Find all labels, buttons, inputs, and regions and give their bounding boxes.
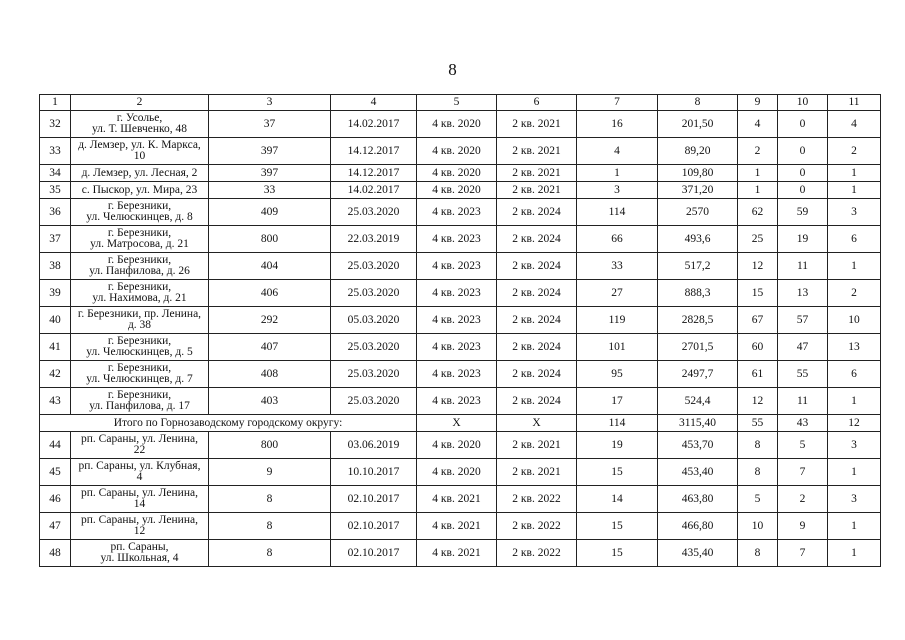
row-number: 38 (40, 253, 71, 280)
cell-c3: 292 (209, 307, 331, 334)
row-number: 44 (40, 432, 71, 459)
address-line-2: 12 (133, 525, 146, 537)
cell-c3: 407 (209, 334, 331, 361)
address-line-2: ул. Нахимова, д. 21 (92, 292, 187, 304)
cell-c4: 25.03.2020 (331, 388, 417, 415)
row-number: 43 (40, 388, 71, 415)
address-cell (71, 540, 209, 567)
cell-c7: 14 (577, 486, 658, 513)
cell-c7: 15 (577, 459, 658, 486)
total-c9: 55 (738, 415, 778, 432)
cell-c4: 03.06.2019 (331, 432, 417, 459)
cell-c5: 4 кв. 2020 (417, 182, 497, 199)
cell-c6: 2 кв. 2022 (497, 540, 577, 567)
column-header: 6 (497, 95, 577, 111)
page-number: 8 (448, 60, 457, 79)
cell-c9: 1 (738, 165, 778, 182)
address-cell (71, 199, 209, 226)
column-header: 7 (577, 95, 658, 111)
cell-c9: 61 (738, 361, 778, 388)
cell-c5: 4 кв. 2021 (417, 486, 497, 513)
cell-c9: 8 (738, 540, 778, 567)
address-line-1: г. Березники, (107, 200, 172, 212)
cell-c6: 2 кв. 2022 (497, 513, 577, 540)
cell-c11: 10 (828, 307, 881, 334)
cell-c3: 8 (209, 540, 331, 567)
address-line-1: рп. Сараны, ул. Ленина, (81, 514, 198, 526)
address-cell (71, 138, 209, 165)
table-row (40, 182, 881, 199)
cell-c8: 201,50 (658, 111, 738, 138)
table-row (40, 111, 881, 138)
cell-c9: 10 (738, 513, 778, 540)
cell-c4: 25.03.2020 (331, 199, 417, 226)
total-row (40, 415, 881, 432)
address-line-1: д. Лемзер, ул. К. Маркса, (78, 139, 201, 151)
cell-c6: 2 кв. 2024 (497, 361, 577, 388)
cell-c10: 0 (778, 111, 828, 138)
cell-c5: 4 кв. 2023 (417, 361, 497, 388)
address-line-1: г. Березники, (107, 362, 172, 374)
cell-c11: 1 (828, 513, 881, 540)
cell-c3: 403 (209, 388, 331, 415)
row-number: 45 (40, 459, 71, 486)
cell-c11: 13 (828, 334, 881, 361)
cell-c3: 800 (209, 432, 331, 459)
cell-c4: 10.10.2017 (331, 459, 417, 486)
cell-c8: 453,40 (658, 459, 738, 486)
address-cell (71, 361, 209, 388)
address-line-2: 14 (133, 498, 146, 510)
cell-c4: 14.02.2017 (331, 182, 417, 199)
address-line-1: рп. Сараны, (110, 541, 169, 553)
cell-c9: 62 (738, 199, 778, 226)
address-cell (71, 459, 209, 486)
row-number: 40 (40, 307, 71, 334)
address-line-2: ул. Панфилова, д. 17 (89, 400, 190, 412)
cell-c8: 888,3 (658, 280, 738, 307)
cell-c9: 25 (738, 226, 778, 253)
cell-c6: 2 кв. 2021 (497, 182, 577, 199)
total-label: Итого по Горнозаводскому городскому округу: (40, 415, 417, 432)
address-line-1: г. Березники, пр. Ленина, (77, 308, 202, 320)
cell-c9: 67 (738, 307, 778, 334)
cell-c10: 55 (778, 361, 828, 388)
cell-c11: 3 (828, 486, 881, 513)
cell-c10: 13 (778, 280, 828, 307)
cell-c11: 6 (828, 226, 881, 253)
cell-c7: 95 (577, 361, 658, 388)
table-row (40, 540, 881, 567)
cell-c7: 4 (577, 138, 658, 165)
address-line-1: г. Березники, (107, 227, 172, 239)
cell-c8: 109,80 (658, 165, 738, 182)
cell-c8: 453,70 (658, 432, 738, 459)
address-line-1: г. Березники, (107, 281, 172, 293)
cell-c4: 14.12.2017 (331, 138, 417, 165)
cell-c11: 3 (828, 432, 881, 459)
cell-c10: 47 (778, 334, 828, 361)
cell-c7: 33 (577, 253, 658, 280)
address-line-2: 22 (133, 444, 146, 456)
cell-c10: 0 (778, 182, 828, 199)
address-cell (71, 226, 209, 253)
cell-c7: 19 (577, 432, 658, 459)
cell-c6: 2 кв. 2021 (497, 111, 577, 138)
cell-c7: 1 (577, 165, 658, 182)
column-header: 4 (331, 95, 417, 111)
row-number: 41 (40, 334, 71, 361)
cell-c5: 4 кв. 2023 (417, 334, 497, 361)
table-row (40, 459, 881, 486)
cell-c10: 11 (778, 253, 828, 280)
cell-c4: 25.03.2020 (331, 253, 417, 280)
address-line-1: г. Березники, (107, 335, 172, 347)
address-line-2: ул. Т. Шевченко, 48 (91, 123, 188, 135)
cell-c10: 7 (778, 540, 828, 567)
cell-c9: 12 (738, 253, 778, 280)
cell-c5: 4 кв. 2021 (417, 513, 497, 540)
address-line-2: д. 38 (127, 319, 152, 331)
address-line-2: ул. Школьная, 4 (100, 552, 179, 564)
table-row (40, 280, 881, 307)
cell-c9: 60 (738, 334, 778, 361)
address-cell (71, 253, 209, 280)
address-cell (71, 486, 209, 513)
address-cell (71, 513, 209, 540)
cell-c6: 2 кв. 2024 (497, 226, 577, 253)
cell-c7: 27 (577, 280, 658, 307)
table-row (40, 253, 881, 280)
address-cell (71, 388, 209, 415)
cell-c10: 9 (778, 513, 828, 540)
cell-c6: 2 кв. 2024 (497, 388, 577, 415)
table-row (40, 361, 881, 388)
cell-c6: 2 кв. 2024 (497, 280, 577, 307)
table-row (40, 199, 881, 226)
cell-c8: 371,20 (658, 182, 738, 199)
total-c7: 114 (577, 415, 658, 432)
registry-table (39, 94, 881, 567)
row-number: 46 (40, 486, 71, 513)
cell-c8: 463,80 (658, 486, 738, 513)
address-line-2: ул. Челюскинцев, д. 8 (86, 211, 193, 223)
table-row (40, 432, 881, 459)
table-row (40, 226, 881, 253)
cell-c6: 2 кв. 2024 (497, 199, 577, 226)
cell-c7: 16 (577, 111, 658, 138)
address-line-2: ул. Челюскинцев, д. 7 (86, 373, 193, 385)
address-line-2: ул. Панфилова, д. 26 (89, 265, 190, 277)
cell-c4: 02.10.2017 (331, 486, 417, 513)
address-line-2: 10 (133, 150, 146, 162)
address-line-2: ул. Матросова, д. 21 (90, 238, 189, 250)
cell-c3: 397 (209, 138, 331, 165)
cell-c4: 02.10.2017 (331, 513, 417, 540)
cell-c10: 11 (778, 388, 828, 415)
address-line-1: рп. Сараны, ул. Ленина, (81, 433, 198, 445)
cell-c9: 8 (738, 459, 778, 486)
cell-c8: 2828,5 (658, 307, 738, 334)
cell-c11: 6 (828, 361, 881, 388)
address-line-1: д. Лемзер, ул. Лесная, 2 (81, 166, 198, 179)
cell-c5: 4 кв. 2020 (417, 138, 497, 165)
total-c8: 3115,40 (658, 415, 738, 432)
cell-c4: 25.03.2020 (331, 361, 417, 388)
row-number: 42 (40, 361, 71, 388)
cell-c7: 3 (577, 182, 658, 199)
address-line-1: рп. Сараны, ул. Ленина, (81, 487, 198, 499)
column-header: 10 (778, 95, 828, 111)
cell-c7: 17 (577, 388, 658, 415)
cell-c8: 493,6 (658, 226, 738, 253)
cell-c3: 9 (209, 459, 331, 486)
table-row (40, 388, 881, 415)
address-line-1: с. Пыскор, ул. Мира, 23 (81, 183, 198, 196)
cell-c5: 4 кв. 2023 (417, 226, 497, 253)
cell-c11: 2 (828, 138, 881, 165)
cell-c8: 466,80 (658, 513, 738, 540)
cell-c9: 4 (738, 111, 778, 138)
cell-c3: 800 (209, 226, 331, 253)
cell-c3: 37 (209, 111, 331, 138)
cell-c11: 2 (828, 280, 881, 307)
cell-c4: 02.10.2017 (331, 540, 417, 567)
column-header: 11 (828, 95, 881, 111)
cell-c5: 4 кв. 2020 (417, 111, 497, 138)
cell-c10: 0 (778, 165, 828, 182)
cell-c5: 4 кв. 2020 (417, 165, 497, 182)
cell-c6: 2 кв. 2024 (497, 307, 577, 334)
cell-c3: 408 (209, 361, 331, 388)
table-row (40, 138, 881, 165)
address-line-1: г. Березники, (107, 254, 172, 266)
cell-c5: 4 кв. 2023 (417, 253, 497, 280)
cell-c4: 25.03.2020 (331, 334, 417, 361)
column-header: 2 (71, 95, 209, 111)
cell-c6: 2 кв. 2022 (497, 486, 577, 513)
row-number: 32 (40, 111, 71, 138)
address-line-1: г. Усолье, (116, 112, 163, 124)
table-row (40, 486, 881, 513)
cell-c7: 119 (577, 307, 658, 334)
row-number: 47 (40, 513, 71, 540)
header-row (40, 95, 881, 111)
cell-c3: 406 (209, 280, 331, 307)
column-header: 8 (658, 95, 738, 111)
cell-c10: 5 (778, 432, 828, 459)
table-row (40, 334, 881, 361)
address-line-1: рп. Сараны, ул. Клубная, (78, 460, 201, 472)
cell-c5: 4 кв. 2023 (417, 199, 497, 226)
address-line-2: 4 (136, 471, 143, 483)
cell-c9: 5 (738, 486, 778, 513)
table-row (40, 513, 881, 540)
total-c6: Х (497, 415, 577, 432)
table-row (40, 165, 881, 182)
table-row (40, 307, 881, 334)
cell-c3: 404 (209, 253, 331, 280)
address-cell (71, 165, 209, 182)
address-cell (71, 182, 209, 199)
address-cell (71, 280, 209, 307)
cell-c5: 4 кв. 2023 (417, 280, 497, 307)
total-c11: 12 (828, 415, 881, 432)
cell-c11: 1 (828, 459, 881, 486)
cell-c6: 2 кв. 2021 (497, 165, 577, 182)
cell-c3: 33 (209, 182, 331, 199)
total-c10: 43 (778, 415, 828, 432)
cell-c6: 2 кв. 2021 (497, 459, 577, 486)
column-header: 3 (209, 95, 331, 111)
cell-c6: 2 кв. 2021 (497, 138, 577, 165)
cell-c6: 2 кв. 2024 (497, 253, 577, 280)
cell-c10: 0 (778, 138, 828, 165)
cell-c6: 2 кв. 2024 (497, 334, 577, 361)
cell-c4: 05.03.2020 (331, 307, 417, 334)
cell-c8: 89,20 (658, 138, 738, 165)
cell-c8: 524,4 (658, 388, 738, 415)
row-number: 36 (40, 199, 71, 226)
cell-c9: 2 (738, 138, 778, 165)
column-header: 1 (40, 95, 71, 111)
cell-c9: 12 (738, 388, 778, 415)
cell-c9: 8 (738, 432, 778, 459)
cell-c4: 14.12.2017 (331, 165, 417, 182)
cell-c3: 397 (209, 165, 331, 182)
cell-c9: 15 (738, 280, 778, 307)
total-c5: Х (417, 415, 497, 432)
cell-c11: 1 (828, 182, 881, 199)
cell-c11: 1 (828, 388, 881, 415)
cell-c4: 14.02.2017 (331, 111, 417, 138)
column-header: 9 (738, 95, 778, 111)
row-number: 37 (40, 226, 71, 253)
row-number: 33 (40, 138, 71, 165)
cell-c9: 1 (738, 182, 778, 199)
cell-c10: 2 (778, 486, 828, 513)
column-header: 5 (417, 95, 497, 111)
cell-c7: 15 (577, 513, 658, 540)
cell-c11: 1 (828, 540, 881, 567)
row-number: 34 (40, 165, 71, 182)
cell-c5: 4 кв. 2020 (417, 459, 497, 486)
cell-c8: 2570 (658, 199, 738, 226)
cell-c11: 4 (828, 111, 881, 138)
cell-c5: 4 кв. 2023 (417, 307, 497, 334)
cell-c7: 66 (577, 226, 658, 253)
cell-c7: 101 (577, 334, 658, 361)
row-number: 39 (40, 280, 71, 307)
address-cell (71, 307, 209, 334)
cell-c11: 1 (828, 253, 881, 280)
address-cell (71, 432, 209, 459)
cell-c8: 517,2 (658, 253, 738, 280)
cell-c11: 1 (828, 165, 881, 182)
cell-c8: 435,40 (658, 540, 738, 567)
cell-c3: 409 (209, 199, 331, 226)
address-line-1: г. Березники, (107, 389, 172, 401)
cell-c6: 2 кв. 2021 (497, 432, 577, 459)
cell-c10: 19 (778, 226, 828, 253)
cell-c3: 8 (209, 486, 331, 513)
cell-c10: 59 (778, 199, 828, 226)
row-number: 48 (40, 540, 71, 567)
cell-c7: 114 (577, 199, 658, 226)
cell-c5: 4 кв. 2021 (417, 540, 497, 567)
cell-c5: 4 кв. 2023 (417, 388, 497, 415)
cell-c4: 22.03.2019 (331, 226, 417, 253)
cell-c8: 2701,5 (658, 334, 738, 361)
address-cell (71, 334, 209, 361)
cell-c3: 8 (209, 513, 331, 540)
cell-c11: 3 (828, 199, 881, 226)
cell-c10: 57 (778, 307, 828, 334)
cell-c4: 25.03.2020 (331, 280, 417, 307)
address-cell (71, 111, 209, 138)
cell-c7: 15 (577, 540, 658, 567)
address-line-2: ул. Челюскинцев, д. 5 (86, 346, 193, 358)
row-number: 35 (40, 182, 71, 199)
cell-c10: 7 (778, 459, 828, 486)
cell-c8: 2497,7 (658, 361, 738, 388)
cell-c5: 4 кв. 2020 (417, 432, 497, 459)
